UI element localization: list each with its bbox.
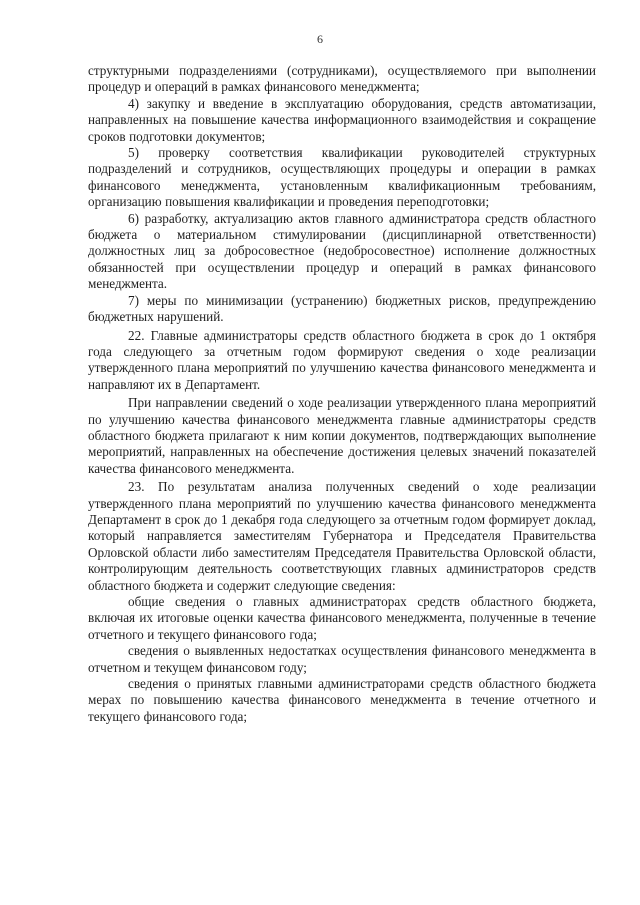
list-item-7: 7) меры по минимизации (устранению) бюджетных рисков, предупреждению бюджетных нарушений. [88,292,596,325]
paragraph-continuation: структурными подразделениями (сотрудниками), осуществляемого при выполнении процедур и операций в рамках финансового менеджмента; [88,63,596,95]
document-body [88,63,596,725]
clause-23-item-deficiencies: сведения о выявленных недостатках осуществления финансового менеджмента в отчетном и текущем финансовом году; [88,643,596,675]
clause-23-item-general: общие сведения о главных администраторах средств областного бюджета, включая их итоговые оценки качества финансового менеджмента, полученные в течение отчетного и текущего финансового года; [88,594,596,642]
clause-23: 23. По результатам анализа полученных сведений о ходе реализации утвержденного плана мероприятий по улучшению качества финансового менеджмента Департамент в срок до 1 декабря года следующего за отчетным годом формирует доклад, который направляется заместителям Губернатора и Председателя Правительства Орловской области либо заместителям Председателя Правительства Орловской области, контролирующим деятельность соответствующих главных администраторов средств областного бюджета и содержит следующие сведения: [88,479,596,593]
list-item-4: 4) закупку и введение в эксплуатацию оборудования, средств автоматизации, направленных на повышение качества информационного взаимодействия и сокращение сроков подготовки документов; [88,95,596,144]
page-number: 6 [317,32,323,46]
list-item-6: 6) разработку, актуализацию актов главного администратора средств областного бюджета о материальном стимулировании (дисциплинарной ответственности) должностных лиц за добросовестное (недобросовестное) исполнение должностных обязанностей при осуществлении процедур и операций в рамках финансового менеджмента. [88,210,596,292]
clause-23-item-measures: сведения о принятых главными администраторами средств областного бюджета мерах по повышению качества финансового менеджмента в течение отчетного и текущего финансового года; [88,676,596,724]
clause-22: 22. Главные администраторы средств областного бюджета в срок до 1 октября года следующего за отчетным годом формируют сведения о ходе реализации утвержденного плана мероприятий по улучшению качества финансового менеджмента и направляют их в Департамент. [88,327,596,392]
clause-22-paragraph-2: При направлении сведений о ходе реализации утвержденного плана мероприятий по улучшению качества финансового менеджмента главные администраторы средств областного бюджета прилагают к ним копии документов, подтверждающих выполнение мероприятий, направленных на обеспечение достижения целевых значений показателей качества финансового менеджмента. [88,395,596,476]
list-item-5: 5) проверку соответствия квалификации руководителей структурных подразделений и сотрудников, осуществляющих процедуры и операции в рамках финансового менеджмента, установленным квалификационным требованиям, организацию повышения квалификации и проведения переподготовки; [88,145,596,210]
